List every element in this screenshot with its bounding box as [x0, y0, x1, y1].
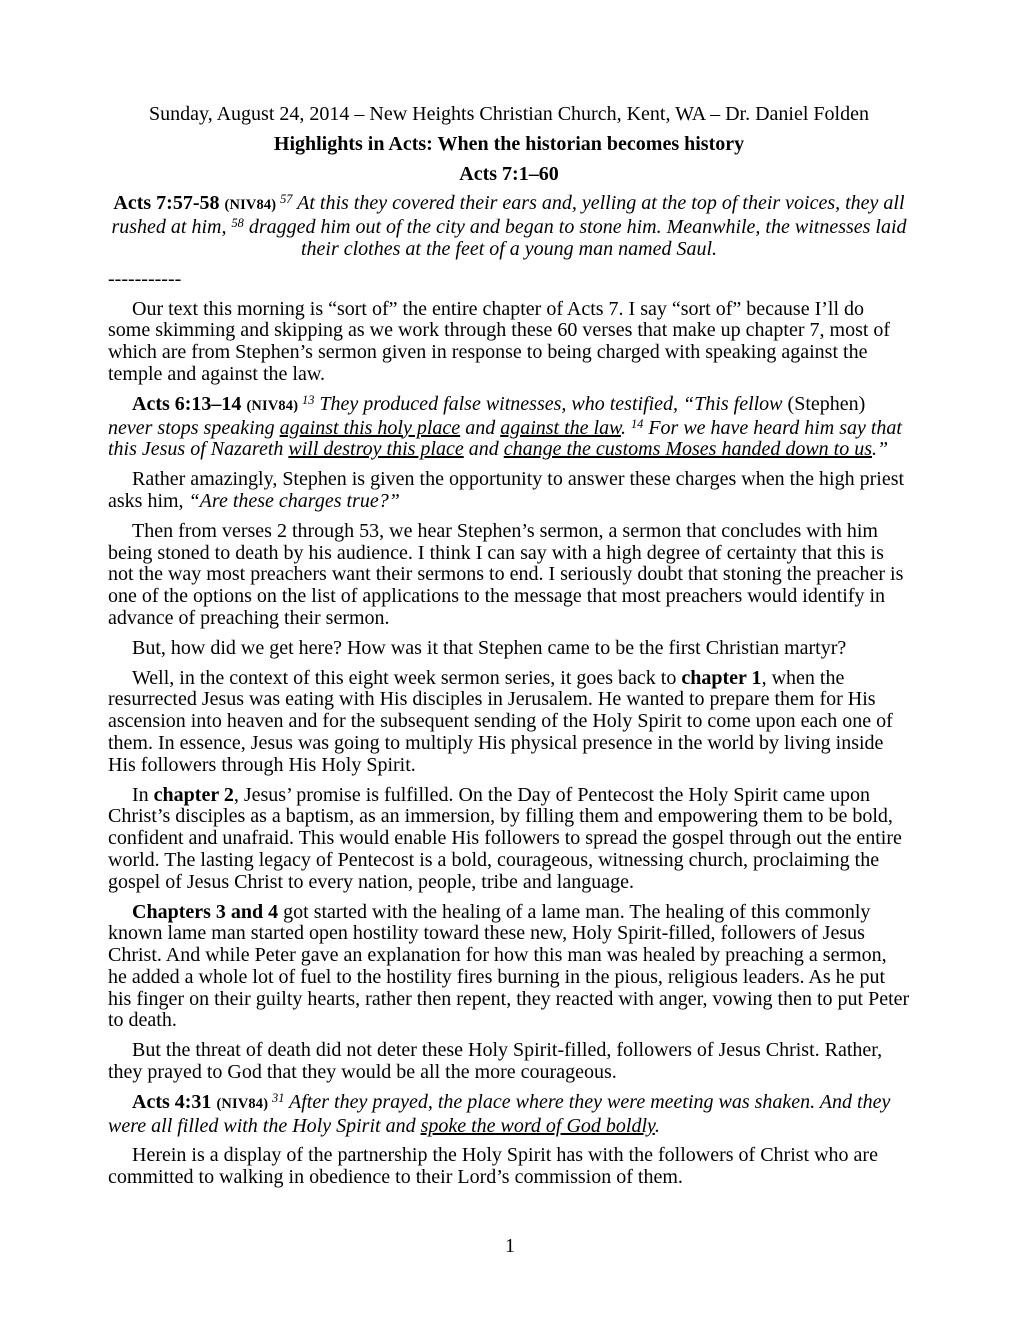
- text-run: against this holy place: [279, 416, 461, 439]
- text-run: Acts 4:31: [132, 1090, 217, 1113]
- text-run: Our text this morning is “sort of” the entire chapter of Acts 7. I say “sort of” because I’ll do some skimming and skipping as we work through these 60 verses that make up chapter 7, most of which are from Stephen’s sermon given in response to being charged with speaking against the temple and against the law.: [108, 297, 891, 385]
- text-run: “Are these charges true?”: [188, 489, 400, 512]
- text-run: 57: [280, 192, 293, 207]
- text-run: chapter 1: [681, 666, 762, 689]
- scripture-acts-7-57-58: [108, 193, 910, 260]
- text-run: Acts 6:13–14: [132, 392, 247, 415]
- text-run: (NIV84): [216, 1095, 272, 1112]
- paragraph-chapter-2: [108, 785, 910, 894]
- text-run: Herein is a display of the partnership the Holy Spirit has with the followers of Christ who are committed to walking in obedience to their Lord’s commission of them.: [108, 1144, 878, 1189]
- text-run: 58: [231, 216, 244, 231]
- text-run: Rather amazingly, Stephen is given the opportunity to answer these charges when the high priest asks him,: [108, 468, 905, 512]
- text-run: .: [620, 416, 631, 439]
- text-run: After they prayed, the place where they were meeting was shaken. And they were all filled with the Holy Spirit and: [108, 1090, 891, 1137]
- text-run: .”: [872, 438, 889, 461]
- text-run: against the law: [500, 416, 621, 439]
- paragraph-then-from-verses: [108, 521, 910, 630]
- text-run: 31: [272, 1090, 285, 1105]
- paragraph-chapter-1: [108, 668, 910, 777]
- text-run: , when the resurrected Jesus was eating with His disciples in Jerusalem. He wanted to prepare them for His ascension into heaven and for the subsequent sending of the Holy Spirit to come upon each one of them. In essence, Jesus was going to multiply His physical presence in the world by living inside His followers through His Holy Spirit.: [108, 666, 893, 776]
- text-run: and: [460, 416, 501, 439]
- text-run: chapter 2: [153, 783, 234, 806]
- text-run: will destroy this place: [288, 438, 464, 461]
- text-run: But, how did we get here? How was it that Stephen came to be the first Christian martyr?: [132, 636, 847, 659]
- text-run: Chapters 3 and 4: [132, 900, 279, 923]
- text-run: (NIV84): [224, 197, 281, 214]
- divider-dashes: [108, 269, 910, 291]
- text-run: Acts 7:57-58: [113, 192, 225, 215]
- scripture-acts-6-13-14: [108, 394, 910, 461]
- text-run: got started with the healing of a lame man. The healing of this commonly known lame man started open hostility toward these new, Holy Spirit-filled, followers of Jesus Christ. And while Peter gave an explanation for how this man was healed by preaching a sermon, he added a whole lot of fuel to the hostility fires burning in the pious, religious leaders. As he put his finger on their guilty hearts, rather then repent, they reacted with anger, vowing then to put Peter to death.: [108, 900, 910, 1032]
- text-run: 13: [302, 392, 315, 407]
- text-run: spoke the word of God boldly: [420, 1114, 655, 1137]
- paragraph-chapters-3-4: [108, 902, 910, 1033]
- document-body: [108, 193, 910, 1189]
- text-run: change the customs Moses handed down to us: [503, 438, 873, 461]
- text-run: never stops speaking: [108, 416, 280, 439]
- scripture-acts-4-31: [108, 1092, 910, 1138]
- text-run: (NIV84): [246, 397, 302, 414]
- text-run: For we have heard him say that this Jesus of Nazareth: [108, 416, 902, 461]
- text-run: .: [654, 1114, 660, 1137]
- text-run: Then from verses 2 through 53, we hear Stephen’s sermon, a sermon that concludes with him being stoned to death by his audience. I think I can say with a high degree of certainty that this is not the way most preachers want their sermons to end. I seriously doubt that stoning the preacher is one of the options on the list of applications to the message that most preachers would identify in advance of preaching their sermon.: [108, 519, 904, 629]
- page-subtitle: Acts 7:1–60: [459, 162, 559, 185]
- paragraph-but-how: [108, 638, 910, 660]
- page-number: 1: [505, 1235, 515, 1257]
- text-run: In: [132, 783, 154, 806]
- paragraph-but-the-threat: [108, 1040, 910, 1084]
- text-run: 14: [630, 416, 644, 431]
- text-run: -----------: [108, 267, 182, 290]
- text-run: (Stephen): [787, 392, 866, 415]
- document-content: [108, 104, 910, 1197]
- paragraph-rather-amazingly: [108, 469, 910, 513]
- text-run: and: [463, 438, 504, 461]
- text-run: But the threat of death did not deter these Holy Spirit-filled, followers of Jesus Christ. Rather, they prayed to God that they would be all the more courageous.: [108, 1039, 883, 1084]
- paragraph-herein: [108, 1145, 910, 1189]
- text-run: At this they covered their ears and, yelling at the top of their voices, they all rushed at him,: [111, 192, 905, 239]
- text-run: They produced false witnesses, who testified, “This fellow: [314, 392, 788, 415]
- text-run: dragged him out of the city and began to stone him. Meanwhile, the witnesses laid their clothes at the feet of a young man named Saul.: [243, 216, 907, 260]
- page-title: Highlights in Acts: When the historian becomes history: [273, 132, 745, 155]
- text-run: Well, in the context of this eight week sermon series, it goes back to: [132, 666, 682, 689]
- text-run: , Jesus’ promise is fulfilled. On the Day of Pentecost the Holy Spirit came upon Christ’s disciples as a baptism, as an immersion, by filling them and empowering them to be bold, confident and unafraid. This would enable His followers to spread the gospel through out the entire world. The lasting legacy of Pentecost is a bold, courageous, witnessing church, proclaiming the gospel of Jesus Christ to every nation, people, tribe and language.: [108, 783, 902, 893]
- dateline: Sunday, August 24, 2014 – New Heights Christian Church, Kent, WA – Dr. Daniel Folden: [149, 103, 869, 125]
- paragraph-our-text: [108, 299, 910, 386]
